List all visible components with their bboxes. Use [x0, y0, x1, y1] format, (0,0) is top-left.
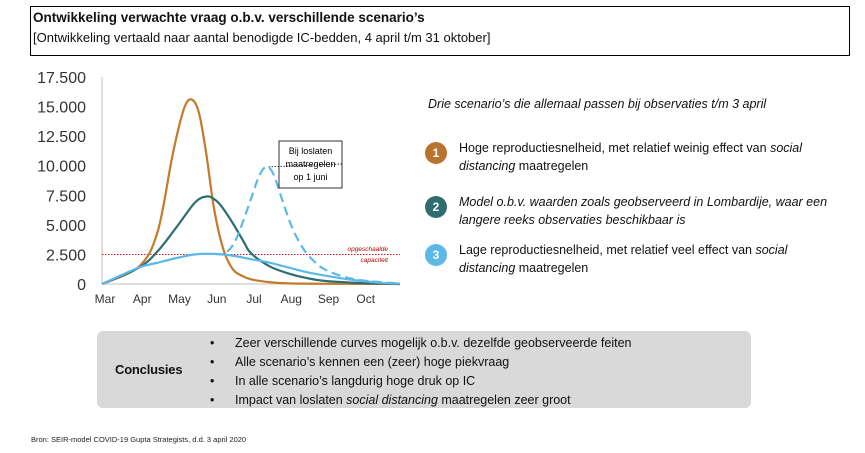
- scenario-1: [425, 139, 845, 179]
- scenario-1-text-plain: Hoge reproductiesnelheid, met relatief weinig effect van: [459, 141, 771, 155]
- annotation-line2: maatregelen: [285, 159, 336, 169]
- x-tick-label: Mar: [94, 292, 116, 306]
- scenario-3-text-after: maatregelen: [515, 261, 589, 275]
- x-tick-label: Jul: [246, 292, 262, 306]
- scenarios-intro: Drie scenario’s die allemaal passen bij observaties t/m 3 april: [428, 97, 767, 111]
- conclusion-4-after: maatregelen zeer groot: [437, 393, 571, 407]
- capacity-label-line1: opgeschaalde: [347, 246, 388, 253]
- scenario-1-number-badge: 1: [425, 142, 447, 164]
- conclusion-item-4: [210, 391, 632, 410]
- y-tick-label: 17.500: [37, 70, 86, 87]
- conclusion-4-italic: social distancing: [346, 393, 438, 407]
- scenario-1-text-italic: social distancing: [459, 141, 803, 173]
- scenario-2-text: [459, 193, 839, 229]
- conclusion-4-plain: Impact van loslaten: [235, 393, 347, 407]
- page-title: Ontwikkeling verwachte vraag o.b.v. verschillende scenario’s: [33, 10, 425, 25]
- scenario-3: [425, 241, 845, 281]
- series-line-scenario-2: [102, 196, 400, 284]
- page-subtitle: [Ontwikkeling vertaald naar aantal benodigde IC-bedden, 4 april t/m 31 oktober]: [33, 30, 491, 45]
- x-tick-label: Aug: [280, 292, 302, 306]
- conclusion-item-3: [210, 372, 632, 391]
- scenario-1-text-after: maatregelen: [515, 159, 589, 173]
- conclusions-label: Conclusies: [115, 362, 183, 377]
- header-box: [30, 6, 850, 56]
- annotation-line1: Bij loslaten: [288, 146, 333, 156]
- y-axis-ticks: [37, 70, 86, 294]
- x-tick-label: Jun: [207, 292, 227, 306]
- conclusion-item-1: [210, 334, 632, 353]
- y-tick-label: 7.500: [45, 188, 86, 206]
- scenario-1-text: [459, 139, 839, 175]
- conclusion-3-plain: In alle scenario’s langdurig hoge druk op IC: [235, 374, 476, 388]
- capacity-label-line2: capaciteit: [360, 257, 388, 264]
- scenario-3-text-italic: social distancing: [459, 243, 788, 275]
- x-tick-label: Sep: [317, 292, 340, 306]
- series-line-scenario-1: [102, 99, 400, 284]
- scenario-3-text-plain: Lage reproductiesnelheid, met relatief veel effect van: [459, 243, 756, 257]
- conclusion-item-2: [210, 353, 632, 372]
- y-tick-label: 15.000: [37, 99, 86, 117]
- scenario-3-text: [459, 241, 839, 277]
- x-tick-label: Apr: [132, 292, 152, 306]
- scenario-3-number-badge: 3: [425, 244, 447, 266]
- conclusion-1-plain: Zeer verschillende curves mogelijk o.b.v. dezelfde geobserveerde feiten: [235, 336, 632, 350]
- scenario-2: [425, 193, 845, 233]
- x-tick-label: May: [168, 292, 191, 306]
- source-note: Bron: SEIR-model COVID-19 Gupta Strategists, d.d. 3 april 2020: [31, 435, 247, 444]
- conclusions-panel: [97, 331, 751, 408]
- annotation-line3: op 1 juni: [293, 172, 328, 182]
- ic-demand-chart: [0, 66, 420, 316]
- scenario-2-text-italic: Model o.b.v. waarden zoals geobserveerd in Lombardije, waar een langere reeks observaties beschikbaar is: [459, 195, 828, 227]
- y-tick-label: 5.000: [45, 217, 86, 235]
- conclusion-2-plain: Alle scenario’s kennen een (zeer) hoge piekvraag: [235, 355, 510, 369]
- y-tick-label: 0: [77, 277, 86, 294]
- x-tick-label: Oct: [356, 292, 376, 306]
- y-tick-label: 10.000: [37, 158, 86, 176]
- y-tick-label: 12.500: [37, 129, 86, 147]
- y-tick-label: 2.500: [45, 247, 86, 265]
- chart-series: [102, 99, 400, 284]
- scenario-2-number-badge: 2: [425, 196, 447, 218]
- x-axis-ticks: [95, 292, 376, 306]
- conclusions-list: [210, 334, 632, 410]
